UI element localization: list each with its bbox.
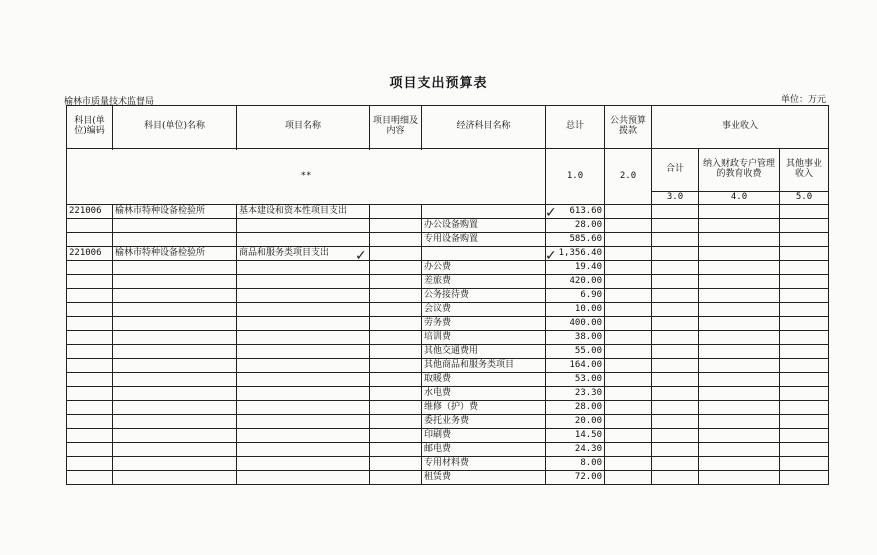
row-sub-edu <box>699 345 780 359</box>
row-sub-edu <box>699 233 780 247</box>
row-econ: 水电费 <box>422 387 546 401</box>
header-stars: ** <box>67 149 546 205</box>
row-sub-edu <box>699 219 780 233</box>
row-sub-other <box>780 205 829 219</box>
row-detail <box>370 303 422 317</box>
row-sub-other <box>780 219 829 233</box>
row-project <box>237 471 370 485</box>
document-title: 项目支出预算表 <box>389 76 488 91</box>
row-amount: 14.50 <box>546 429 605 443</box>
row-sub-other <box>780 415 829 429</box>
row-unit <box>113 233 237 247</box>
row-public <box>605 331 652 345</box>
row-project <box>237 345 370 359</box>
row-public <box>605 457 652 471</box>
table-row <box>67 289 829 303</box>
row-sub-edu <box>699 247 780 261</box>
row-sub-total <box>652 233 699 247</box>
row-public <box>605 275 652 289</box>
row-econ: 会议费 <box>422 303 546 317</box>
row-unit <box>113 275 237 289</box>
row-sub-total <box>652 457 699 471</box>
row-code <box>67 275 113 289</box>
row-sub-other <box>780 331 829 345</box>
header-sub-total: 合计 <box>652 149 699 192</box>
row-unit <box>113 415 237 429</box>
row-econ: 劳务费 <box>422 317 546 331</box>
row-sub-other <box>780 457 829 471</box>
row-public <box>605 387 652 401</box>
row-amount: 20.00 <box>546 415 605 429</box>
row-public <box>605 317 652 331</box>
row-econ: 维修（护）费 <box>422 401 546 415</box>
row-sub-other <box>780 261 829 275</box>
header-num-sub-edu: 4.0 <box>699 192 780 205</box>
row-detail <box>370 205 422 219</box>
row-detail <box>370 401 422 415</box>
table-row <box>67 415 829 429</box>
row-unit <box>113 345 237 359</box>
row-project <box>237 275 370 289</box>
row-amount: 420.00 <box>546 275 605 289</box>
row-code <box>67 387 113 401</box>
row-sub-edu <box>699 289 780 303</box>
row-detail <box>370 429 422 443</box>
row-sub-edu <box>699 317 780 331</box>
organization-name: 榆林市质量技术监督局 <box>64 97 155 107</box>
header-num-sub-other: 5.0 <box>780 192 829 205</box>
row-sub-other <box>780 401 829 415</box>
row-sub-edu <box>699 331 780 345</box>
row-sub-other <box>780 429 829 443</box>
row-sub-total <box>652 219 699 233</box>
row-sub-total <box>652 443 699 457</box>
row-detail <box>370 275 422 289</box>
row-sub-other <box>780 345 829 359</box>
row-project <box>237 359 370 373</box>
row-public <box>605 359 652 373</box>
row-sub-total <box>652 275 699 289</box>
row-public <box>605 429 652 443</box>
row-code <box>67 345 113 359</box>
row-public <box>605 205 652 219</box>
row-project <box>237 443 370 457</box>
table-row <box>67 233 829 247</box>
row-sub-total <box>652 345 699 359</box>
row-amount: 28.00 <box>546 219 605 233</box>
row-sub-total <box>652 401 699 415</box>
table-row <box>67 247 829 261</box>
row-sub-total <box>652 471 699 485</box>
row-detail <box>370 219 422 233</box>
header-total: 总计 <box>546 106 605 149</box>
row-sub-edu <box>699 415 780 429</box>
row-detail <box>370 289 422 303</box>
row-code: 221006 <box>67 205 113 219</box>
row-unit: 榆林市特种设备检验所 <box>113 205 237 219</box>
table-row <box>67 331 829 345</box>
row-amount: 400.00 <box>546 317 605 331</box>
row-sub-other <box>780 289 829 303</box>
row-code: 221006 <box>67 247 113 261</box>
unit-label: 单位：万元 <box>780 95 826 105</box>
row-sub-edu <box>699 443 780 457</box>
row-amount: 24.30 <box>546 443 605 457</box>
row-project <box>237 415 370 429</box>
row-sub-edu <box>699 457 780 471</box>
table-row <box>67 345 829 359</box>
row-unit <box>113 401 237 415</box>
row-econ: 邮电费 <box>422 443 546 457</box>
row-code <box>67 471 113 485</box>
row-detail <box>370 387 422 401</box>
table-row <box>67 205 829 219</box>
row-project <box>237 457 370 471</box>
row-code <box>67 443 113 457</box>
row-code <box>67 219 113 233</box>
row-unit <box>113 303 237 317</box>
row-amount: 1,356.40 <box>546 247 605 261</box>
row-sub-total <box>652 373 699 387</box>
row-sub-total <box>652 387 699 401</box>
row-unit <box>113 289 237 303</box>
row-amount: 613.60 <box>546 205 605 219</box>
checkmark-icon: ✓ <box>355 248 367 264</box>
row-detail <box>370 345 422 359</box>
header-name: 科目(单位)名称 <box>113 106 237 149</box>
row-econ: 租赁费 <box>422 471 546 485</box>
table-row <box>67 317 829 331</box>
header-detail: 项目明细及内容 <box>370 106 422 149</box>
row-sub-edu <box>699 261 780 275</box>
row-sub-other <box>780 387 829 401</box>
row-amount: 72.00 <box>546 471 605 485</box>
row-public <box>605 443 652 457</box>
row-detail <box>370 443 422 457</box>
row-sub-total <box>652 261 699 275</box>
header-project: 项目名称 <box>237 106 370 149</box>
row-sub-total <box>652 303 699 317</box>
row-project <box>237 387 370 401</box>
row-code <box>67 317 113 331</box>
row-amount: 10.00 <box>546 303 605 317</box>
row-project <box>237 261 370 275</box>
row-sub-other <box>780 247 829 261</box>
header-sub-edu: 纳入财政专户管理的教育收费 <box>699 149 780 192</box>
row-econ <box>422 247 546 261</box>
row-econ <box>422 205 546 219</box>
row-econ: 其他商品和服务类项目 <box>422 359 546 373</box>
row-code <box>67 233 113 247</box>
row-sub-edu <box>699 471 780 485</box>
row-unit <box>113 387 237 401</box>
row-unit: 榆林市特种设备检验所 <box>113 247 237 261</box>
row-unit <box>113 359 237 373</box>
row-econ: 取暖费 <box>422 373 546 387</box>
row-project <box>237 317 370 331</box>
row-public <box>605 345 652 359</box>
row-code <box>67 429 113 443</box>
table-row <box>67 457 829 471</box>
row-code <box>67 261 113 275</box>
row-sub-total <box>652 205 699 219</box>
row-detail <box>370 247 422 261</box>
row-econ: 专用材料费 <box>422 457 546 471</box>
row-unit <box>113 471 237 485</box>
table-row <box>67 443 829 457</box>
row-sub-edu <box>699 387 780 401</box>
header-code: 科目(单位)编码 <box>67 106 113 149</box>
row-sub-edu <box>699 205 780 219</box>
row-sub-edu <box>699 359 780 373</box>
row-sub-total <box>652 359 699 373</box>
row-detail <box>370 317 422 331</box>
row-amount: 585.60 <box>546 233 605 247</box>
row-public <box>605 471 652 485</box>
row-project <box>237 303 370 317</box>
row-econ: 培训费 <box>422 331 546 345</box>
header-econ: 经济科目名称 <box>422 106 546 149</box>
table-row <box>67 429 829 443</box>
row-public <box>605 401 652 415</box>
table-row <box>67 275 829 289</box>
row-unit <box>113 331 237 345</box>
row-sub-total <box>652 317 699 331</box>
row-amount: 8.00 <box>546 457 605 471</box>
row-detail <box>370 261 422 275</box>
table-body <box>67 205 829 485</box>
table-row <box>67 303 829 317</box>
row-project <box>237 233 370 247</box>
row-detail <box>370 415 422 429</box>
row-econ: 差旅费 <box>422 275 546 289</box>
row-sub-other <box>780 233 829 247</box>
row-public <box>605 303 652 317</box>
row-sub-edu <box>699 303 780 317</box>
header-career: 事业收入 <box>652 106 829 149</box>
row-sub-edu <box>699 373 780 387</box>
row-unit <box>113 261 237 275</box>
row-project <box>237 289 370 303</box>
row-code <box>67 373 113 387</box>
row-code <box>67 289 113 303</box>
row-sub-other <box>780 303 829 317</box>
row-code <box>67 359 113 373</box>
row-detail <box>370 331 422 345</box>
row-project <box>237 429 370 443</box>
row-amount: 6.90 <box>546 289 605 303</box>
row-sub-edu <box>699 429 780 443</box>
budget-table <box>66 105 829 485</box>
checkmark-icon: ✓ <box>545 205 557 221</box>
row-detail <box>370 471 422 485</box>
row-public <box>605 373 652 387</box>
row-econ: 委托业务费 <box>422 415 546 429</box>
row-unit <box>113 373 237 387</box>
table-row <box>67 373 829 387</box>
row-detail <box>370 457 422 471</box>
row-unit <box>113 443 237 457</box>
row-project <box>237 219 370 233</box>
table-row <box>67 401 829 415</box>
row-public <box>605 415 652 429</box>
row-public <box>605 289 652 303</box>
row-public <box>605 247 652 261</box>
row-project <box>237 401 370 415</box>
row-amount: 28.00 <box>546 401 605 415</box>
header-sub-other: 其他事业收入 <box>780 149 829 192</box>
row-amount: 164.00 <box>546 359 605 373</box>
row-project: 商品和服务类项目支出 <box>237 247 370 261</box>
header-num-total: 1.0 <box>546 149 605 205</box>
header-num-sub-total: 3.0 <box>652 192 699 205</box>
row-project <box>237 373 370 387</box>
row-detail <box>370 233 422 247</box>
row-sub-other <box>780 359 829 373</box>
row-code <box>67 401 113 415</box>
row-sub-other <box>780 443 829 457</box>
row-detail <box>370 359 422 373</box>
row-public <box>605 219 652 233</box>
row-public <box>605 233 652 247</box>
row-code <box>67 457 113 471</box>
row-sub-total <box>652 415 699 429</box>
row-project <box>237 331 370 345</box>
table-row <box>67 261 829 275</box>
row-unit <box>113 219 237 233</box>
row-econ: 公务接待费 <box>422 289 546 303</box>
table-row <box>67 219 829 233</box>
row-sub-edu <box>699 275 780 289</box>
table-row <box>67 387 829 401</box>
header-num-public: 2.0 <box>605 149 652 205</box>
row-amount: 55.00 <box>546 345 605 359</box>
row-unit <box>113 429 237 443</box>
table-row <box>67 471 829 485</box>
row-amount: 19.40 <box>546 261 605 275</box>
row-amount: 23.30 <box>546 387 605 401</box>
row-code <box>67 303 113 317</box>
row-sub-other <box>780 373 829 387</box>
table-row <box>67 359 829 373</box>
row-sub-total <box>652 247 699 261</box>
row-amount: 53.00 <box>546 373 605 387</box>
row-code <box>67 415 113 429</box>
row-econ: 办公费 <box>422 261 546 275</box>
row-public <box>605 261 652 275</box>
row-sub-other <box>780 275 829 289</box>
row-sub-total <box>652 331 699 345</box>
row-amount: 38.00 <box>546 331 605 345</box>
row-detail <box>370 373 422 387</box>
checkmark-icon: ✓ <box>545 248 557 264</box>
row-project: 基本建设和资本性项目支出 <box>237 205 370 219</box>
row-econ: 其他交通费用 <box>422 345 546 359</box>
row-sub-edu <box>699 401 780 415</box>
row-sub-other <box>780 471 829 485</box>
row-unit <box>113 317 237 331</box>
row-sub-total <box>652 429 699 443</box>
row-unit <box>113 457 237 471</box>
row-econ: 印刷费 <box>422 429 546 443</box>
row-econ: 专用设备购置 <box>422 233 546 247</box>
row-sub-other <box>780 317 829 331</box>
row-code <box>67 331 113 345</box>
header-public: 公共预算拨款 <box>605 106 652 149</box>
row-sub-total <box>652 289 699 303</box>
row-econ: 办公设备购置 <box>422 219 546 233</box>
